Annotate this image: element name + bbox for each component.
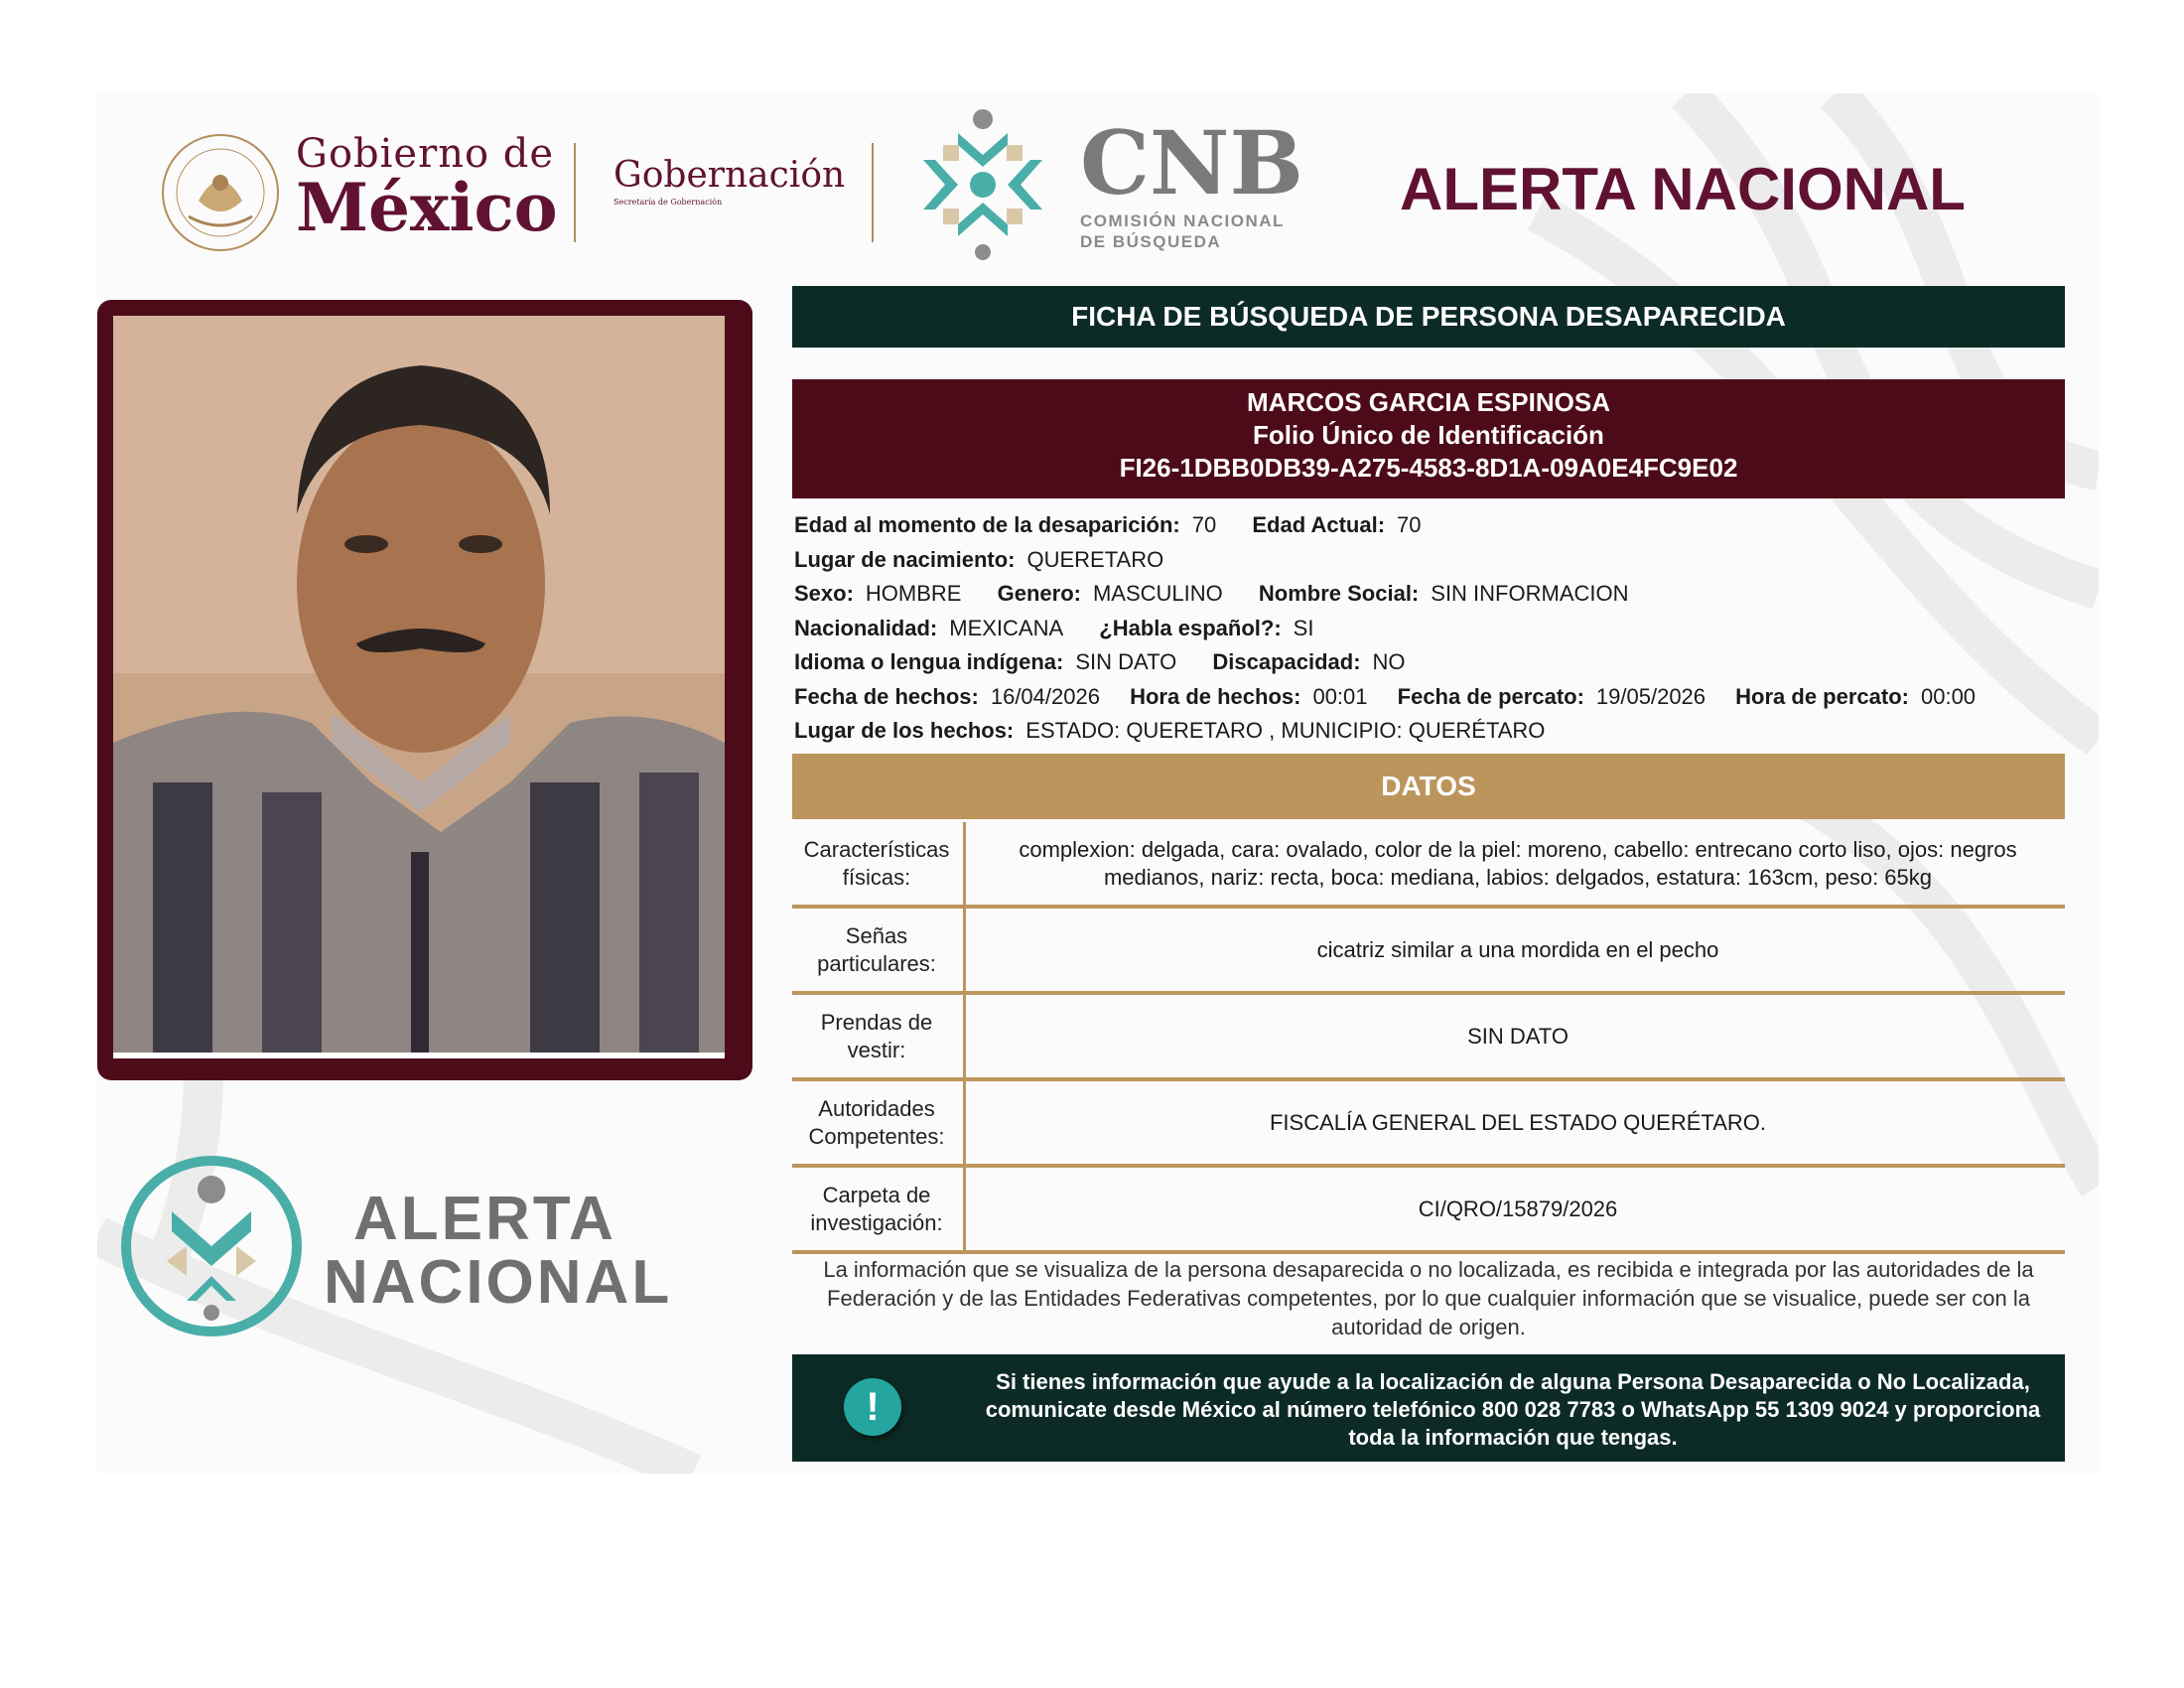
- person-name: MARCOS GARCIA ESPINOSA: [1247, 387, 1610, 417]
- datos-row-label: Características físicas:: [803, 836, 950, 890]
- nombre-social-value: SIN INFORMACION: [1431, 581, 1629, 606]
- datos-row-label: Autoridades Competentes:: [808, 1095, 945, 1149]
- datos-row-label: Carpeta de investigación:: [810, 1182, 943, 1235]
- sexo-value: HOMBRE: [865, 581, 962, 606]
- info-row-nationality: [794, 612, 2065, 646]
- nacionalidad-value: MEXICANA: [949, 615, 1064, 640]
- datos-row-value: CI/QRO/15879/2026: [1418, 1196, 1618, 1221]
- datos-table: [792, 822, 2065, 1254]
- gobernacion-text: Gobernación: [614, 155, 846, 196]
- hora-percato-value: 00:00: [1920, 683, 1977, 709]
- discapacidad-value: NO: [1372, 649, 1406, 674]
- info-row-dates: [794, 680, 2065, 715]
- lugar-nacimiento-label: Lugar de nacimiento:: [794, 546, 1016, 572]
- datos-row-value: cicatriz similar a una mordida en el pecho: [1316, 936, 1719, 962]
- datos-row-label: Prendas de vestir:: [820, 1009, 933, 1062]
- cnb-acronym: CNB: [1080, 111, 1303, 214]
- datos-row-label: Señas particulares:: [817, 922, 936, 976]
- coat-of-arms-seal-icon: [159, 131, 282, 254]
- gobernacion-logo: [614, 155, 845, 207]
- info-row-language: [794, 645, 2065, 680]
- habla-espanol-label: ¿Habla español?:: [1099, 615, 1282, 640]
- discapacidad-label: Discapacidad:: [1212, 649, 1361, 674]
- header-divider: [872, 143, 874, 242]
- genero-label: Genero:: [997, 581, 1081, 606]
- column-divider: [963, 1168, 966, 1250]
- disclaimer-text: La información que se visualiza de la persona desaparecida o no localizada, es recibida e integrada por las autoridades de la Federación y de las Entidades Federativas competentes, por lo que cualquier información que se visualice, puede ser con la autoridad de origen.: [823, 1257, 2034, 1339]
- folio-label: Folio Único de Identificación: [1253, 420, 1604, 450]
- habla-espanol-value: SI: [1293, 615, 1314, 640]
- contact-text: Si tienes información que ayude a la localización de alguna Persona Desaparecida o No Localizada, comunicate desde México al número telefónico 800 028 7783 o WhatsApp 55 1309 9024 y proporciona toda la información que tengas.: [985, 1369, 2041, 1450]
- alerta-nacional-title: ALERTA NACIONAL: [1400, 156, 1966, 222]
- sexo-label: Sexo:: [794, 581, 854, 606]
- datos-row-carpeta: [792, 1168, 2065, 1254]
- cnb-wordmark: [1080, 111, 1303, 252]
- datos-row-prendas: [792, 995, 2065, 1081]
- hora-hechos-label: Hora de hechos:: [1130, 683, 1301, 709]
- cnb-logo-icon: [903, 105, 1062, 264]
- edad-actual-label: Edad Actual:: [1252, 512, 1386, 537]
- edad-actual-value: 70: [1397, 512, 1422, 537]
- edad-desaparicion-label: Edad al momento de la desaparición:: [794, 512, 1180, 537]
- datos-row-autoridades: [792, 1081, 2065, 1168]
- lugar-hechos-label: Lugar de los hechos:: [794, 718, 1015, 743]
- alerta-nacional-wordmark: [324, 1185, 673, 1317]
- person-name-bar: [792, 379, 2065, 498]
- alerta-wordmark-line1: ALERTA: [353, 1185, 616, 1253]
- gobierno-line1: Gobierno de: [296, 131, 555, 177]
- gobierno-line2: México: [296, 169, 558, 246]
- info-row-sex: [794, 577, 2065, 612]
- idioma-value: SIN DATO: [1075, 649, 1177, 674]
- info-row-place: [794, 714, 2065, 749]
- column-divider: [963, 1081, 966, 1164]
- fecha-percato-value: 19/05/2026: [1595, 683, 1706, 709]
- hora-hechos-value: 00:01: [1312, 683, 1368, 709]
- alert-sheet: [97, 93, 2099, 1474]
- column-divider: [963, 909, 966, 991]
- datos-row-value: complexion: delgada, cara: ovalado, color de la piel: moreno, cabello: entrecano corto liso, ojos: negros medianos, nariz: recta, boca: mediana, labios: delgados, estatura: 163cm, peso: 65kg: [1019, 836, 2017, 890]
- datos-row-value: FISCALÍA GENERAL DEL ESTADO QUERÉTARO.: [1269, 1109, 1766, 1135]
- contact-bar: [792, 1354, 2065, 1462]
- cnb-line2: DE BÚSQUEDA: [1080, 232, 1222, 251]
- datos-row-senas: [792, 909, 2065, 995]
- cnb-line1: COMISIÓN NACIONAL: [1080, 211, 1285, 230]
- lugar-hechos-value: ESTADO: QUERETARO , MUNICIPIO: QUERÉTARO: [1025, 718, 1546, 743]
- idioma-label: Idioma o lengua indígena:: [794, 649, 1064, 674]
- ficha-title-bar: FICHA DE BÚSQUEDA DE PERSONA DESAPARECIDA: [792, 286, 2065, 348]
- column-divider: [963, 822, 966, 905]
- fecha-percato-label: Fecha de percato:: [1397, 683, 1584, 709]
- info-row-age: [794, 508, 2065, 543]
- fecha-hechos-value: 16/04/2026: [990, 683, 1100, 709]
- datos-row-value: SIN DATO: [1467, 1023, 1569, 1049]
- header: [97, 93, 2099, 282]
- datos-header: DATOS: [792, 754, 2065, 819]
- lugar-nacimiento-value: QUERETARO: [1026, 546, 1164, 572]
- gobierno-de-mexico-logo: [296, 131, 558, 246]
- missing-person-photo: [113, 316, 725, 1058]
- alerta-wordmark-line2: NACIONAL: [324, 1248, 673, 1317]
- photo-frame: [97, 300, 752, 1080]
- hora-percato-label: Hora de percato:: [1735, 683, 1909, 709]
- edad-desaparicion-value: 70: [1191, 512, 1217, 537]
- datos-row-caracteristicas: [792, 822, 2065, 909]
- gobernacion-subtext: Secretaría de Gobernación: [614, 198, 723, 207]
- alerta-nacional-logo-icon: [117, 1152, 306, 1340]
- info-row-birthplace: [794, 543, 2065, 578]
- nombre-social-label: Nombre Social:: [1258, 581, 1420, 606]
- person-info: [794, 508, 2065, 749]
- nacionalidad-label: Nacionalidad:: [794, 615, 938, 640]
- header-divider: [574, 143, 576, 242]
- genero-value: MASCULINO: [1092, 581, 1223, 606]
- column-divider: [963, 995, 966, 1077]
- exclamation-icon: !: [844, 1378, 901, 1436]
- fecha-hechos-label: Fecha de hechos:: [794, 683, 979, 709]
- folio-id: FI26-1DBB0DB39-A275-4583-8D1A-09A0E4FC9E02: [1119, 453, 1738, 483]
